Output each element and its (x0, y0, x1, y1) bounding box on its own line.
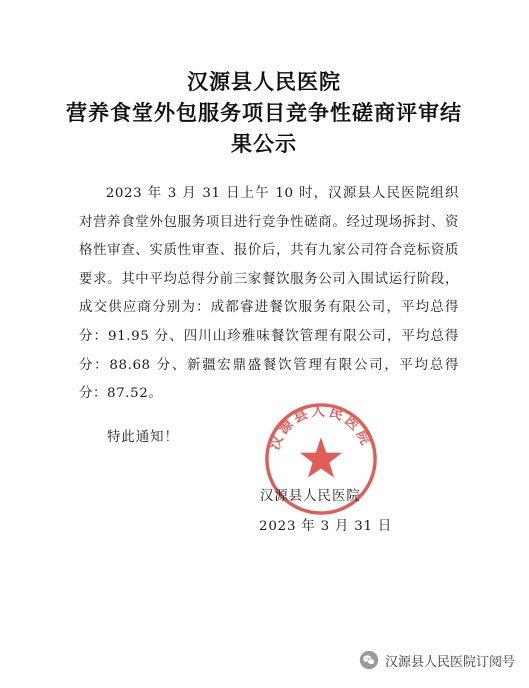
wechat-watermark (359, 650, 515, 670)
wechat-icon (359, 650, 379, 670)
document-title-line-2: 营养食堂外包服务项目竞争性磋商评审结 (66, 101, 462, 125)
document-title-line-3: 果公示 (231, 132, 297, 156)
watermark-text: 汉源县人民医院订阅号 (384, 654, 515, 670)
signature-organization: 汉源县人民医院 (260, 489, 361, 504)
document-title-line-1: 汉源县人民医院 (187, 70, 341, 94)
signature-date: 2023 年 3 月 31 日 (259, 519, 393, 534)
body-paragraph: 2023 年 3 月 31 日上午 10 时，汉源县人民医院组织对营养食堂外包服务项目进行竞争性磋商。经过现场拆封、资格性审查、实质性审查、报价后，共有九家公司符合竞标资质要求。其中平均总得分前三家餐饮服务公司入围试运行阶段，成交供应商分别为：成都睿进餐饮服务有限公司，平均总得分：91.95 分、四川山珍雅味餐饮管理有限公司，平均总得分：88.68 分、新疆宏鼎盛餐饮管理有限公司，平均总得分：87.52。 (79, 186, 459, 402)
document-body (79, 180, 459, 409)
svg-text:汉源县人民医院: 汉源县人民医院 (266, 403, 375, 453)
notice-text: 特此通知！ (107, 430, 179, 445)
